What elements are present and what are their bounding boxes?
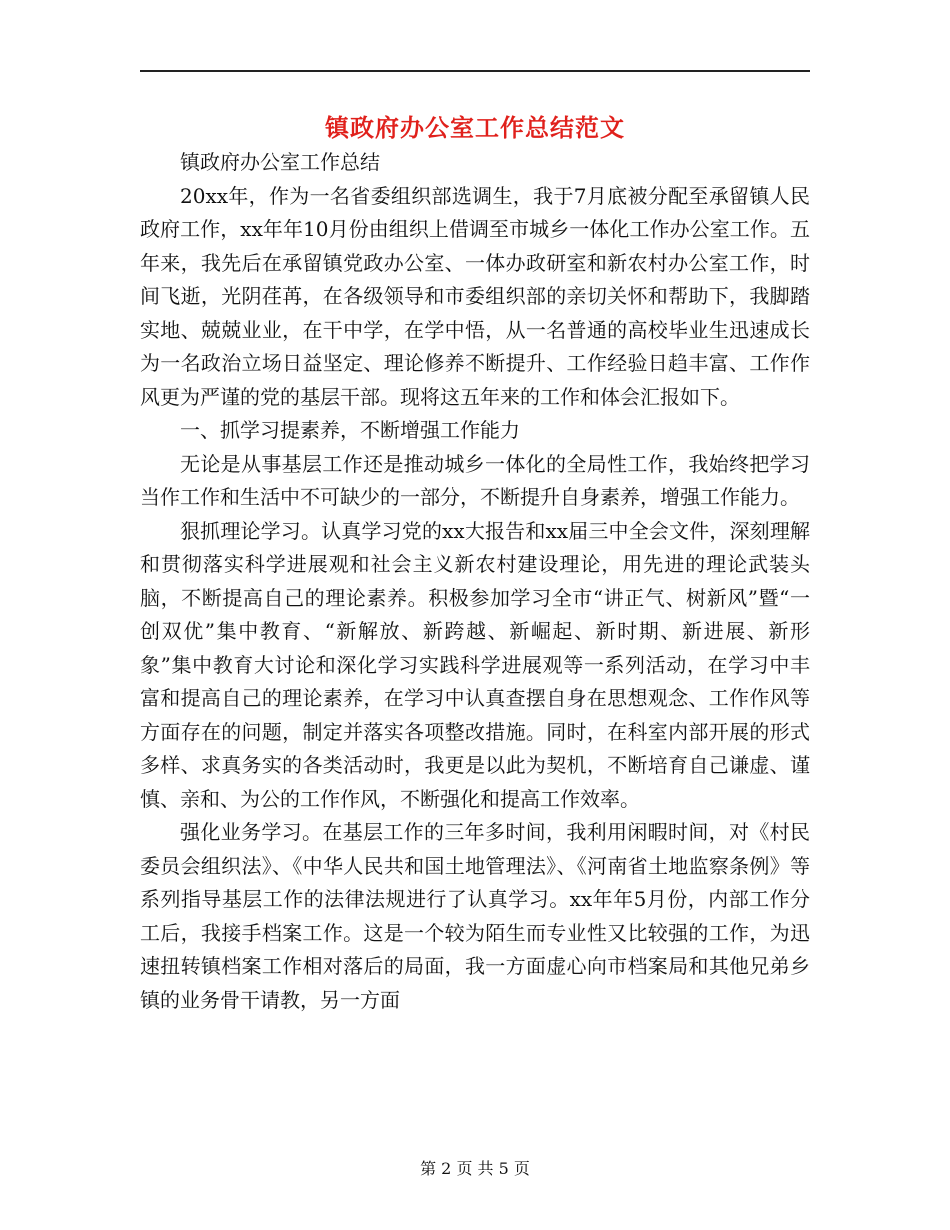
paragraph-theory-study: 狠抓理论学习。认真学习党的xx大报告和xx届三中全会文件，深刻理解和贯彻落实科学进展观和社会主义新农村建设理论，用先进的理论武装头脑，不断提高自己的理论素养。积极参加学习全市“讲正气、树新风”暨“一创双优”集中教育、“新解放、新跨越、新崛起、新时期、新进展、新形象”集中教育大讨论和深化学习实践科学进展观等一系列活动，在学习中丰富和提高自己的理论素养，在学习中认真查摆自身在思想观念、工作作风等方面存在的问题，制定并落实各项整改措施。同时，在科室内部开展的形式多样、求真务实的各类活动时，我更是以此为契机，不断培育自己谦虚、谨慎、亲和、为公的工作作风，不断强化和提高工作效率。 (140, 518, 810, 811)
header-rule (140, 70, 810, 72)
document-title: 镇政府办公室工作总结范文 (325, 114, 625, 142)
paragraph-business-study: 强化业务学习。在基层工作的三年多时间，我利用闲暇时间，对《村民委员会组织法》、《中华人民共和国土地管理法》、《河南省土地监察条例》等系列指导基层工作的法律法规进行了认真学习。xx年年5月份，内部工作分工后，我接手档案工作。这是一个较为陌生而专业性又比较强的工作，为迅速扭转镇档案工作相对落后的局面，我一方面虚心向市档案局和其他兄弟乡镇的业务骨干请教，另一方面 (140, 820, 810, 1012)
paragraph-intro: 20xx年，作为一名省委组织部选调生，我于7月底被分配至承留镇人民政府工作，xx年年10月份由组织上借调至市城乡一体化工作办公室工作。五年来，我先后在承留镇党政办公室、一体办政研室和新农村办公室工作，时间飞逝，光阴荏苒，在各级领导和市委组织部的亲切关怀和帮助下，我脚踏实地、兢兢业业，在干中学，在学中悟，从一名普通的高校毕业生迅速成长为一名政治立场日益坚定、理论修养不断提升、工作经验日趋丰富、工作作风更为严谨的党的基层干部。现将这五年来的工作和体会汇报如下。 (140, 183, 810, 409)
section-heading-1: 一、抓学习提素养，不断增强工作能力 (180, 418, 520, 442)
paragraph-subtitle: 镇政府办公室工作总结 (180, 150, 380, 174)
paragraph-section-1-intro: 无论是从事基层工作还是推动城乡一体化的全局性工作，我始终把学习当作工作和生活中不可缺少的一部分，不断提升自身素养，增强工作能力。 (140, 451, 810, 509)
page-footer: 第 2 页 共 5 页 (420, 1159, 530, 1178)
document-body (140, 146, 810, 1017)
